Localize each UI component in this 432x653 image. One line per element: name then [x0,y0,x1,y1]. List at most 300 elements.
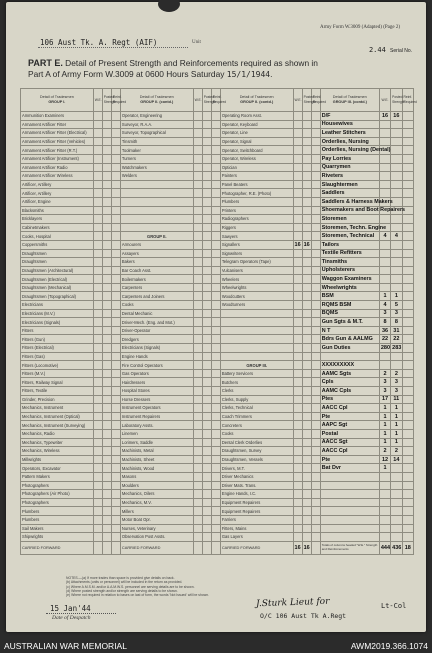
trade-cell [120,223,193,232]
carried-forward-row [21,541,414,554]
held-cell [302,378,311,387]
req-cell [211,292,220,301]
held-cell [302,447,311,456]
req-cell [311,421,320,430]
trade-cell: Armament Artificer Fitter [21,120,94,129]
we-cell: 36 [379,326,390,335]
trade-cell: Ammunition Examiners [21,112,94,121]
note-line: (e) Where not required in relation to bases on last of form, the words 'Not Issued' will be shown. [66,593,210,598]
req-cell [402,352,413,361]
held-cell [202,240,211,249]
we-cell [193,120,202,129]
req-cell [111,498,120,507]
held-cell [391,464,402,473]
req-cell [402,447,413,456]
held-cell [202,490,211,499]
req-cell [311,189,320,198]
req-cell [311,326,320,335]
we-cell: 1 [379,464,390,473]
we-cell [379,481,390,490]
req-cell [402,129,413,138]
trade-cell: Linemen [120,429,193,438]
held-cell [302,223,311,232]
title-suffix: . [270,68,273,79]
req-cell [311,180,320,189]
trade-cell: Gas Operators [120,369,193,378]
req-cell [402,421,413,430]
req-cell [311,507,320,516]
we-cell [293,369,302,378]
trade-cell: Artificer, Engine [21,197,94,206]
req-cell [111,309,120,318]
held-cell [391,163,402,172]
we-cell: 280 [380,344,391,351]
trade-cell [320,507,379,516]
trade-cell: Armament Artificer Fitter (Vehicles) [21,137,94,146]
we-cell [93,120,102,129]
trade-cell: Driver Mechanics [220,472,293,481]
req-cell [402,283,413,292]
held-cell [202,533,211,542]
trade-cell [220,326,293,335]
trade-cell: AAPC Sgt [320,421,379,430]
trade-cell: Storemen [320,215,379,224]
we-cell [93,412,102,421]
trade-cell: Plumbers [21,515,94,524]
trade-cell: Cooks [220,429,293,438]
req-cell [402,172,413,181]
trade-cell [120,189,193,198]
trade-cell: Gun Duties [320,344,379,353]
table-row [21,275,414,284]
header-trade-group1: Detail of Tradesmen GROUP I. [21,89,94,112]
req-cell [402,120,413,129]
we-cell [379,490,390,499]
we-cell: 1 [379,292,390,301]
header-req: Reinf. Required [402,89,413,112]
we-cell [193,387,202,396]
trade-cell: Fitters, Textile [21,387,94,396]
req-cell [311,412,320,421]
unit-underline [38,47,188,48]
trade-cell: Draughtsmen, Survey [220,447,293,456]
held-cell [391,180,402,189]
table-row [21,301,414,310]
form-reference [320,24,412,31]
held-cell [302,189,311,198]
trade-cell: Pay Lorries [320,154,379,163]
held-cell [202,309,211,318]
we-cell: 1 [379,438,390,447]
req-cell [111,464,120,473]
we-cell [93,429,102,438]
trade-cell: Tailors [320,240,379,249]
req-cell [311,369,320,378]
req-cell [211,180,220,189]
trade-cell: Bat Dvr [320,464,379,473]
held-cell: 1 [391,438,402,447]
req-cell [211,429,220,438]
held-cell: 5 [391,301,402,310]
trade-cell: Instrument Repairers [120,412,193,421]
trade-cell: Painters [220,172,293,181]
trade-cell: Fitters, Mains [220,524,293,533]
held-cell [202,120,211,129]
trade-cell: Mechanics, Typewriter [21,438,94,447]
form-notes [66,576,366,597]
req-cell [111,163,120,172]
we-cell [93,318,102,327]
req-cell [211,232,220,241]
req-cell [111,146,120,155]
held-cell [202,154,211,163]
trade-cell: Dental Clerk Orderlies [220,438,293,447]
table-row [21,395,414,404]
we-cell [379,154,390,163]
part-label: PART E. [28,58,63,68]
req-cell [111,481,120,490]
req-cell [402,309,413,318]
we-cell [293,464,302,473]
trade-cell: Draughtsmen (Architectural) [21,266,94,275]
we-cell [93,292,102,301]
we-cell [193,309,202,318]
we-cell [293,232,302,241]
trade-cell: AAMC Sgts [320,369,379,378]
req-cell [311,378,320,387]
we-cell [193,515,202,524]
held-cell: 16 [303,241,310,248]
held-cell [302,412,311,421]
trade-cell: Artificer, Artillery [21,180,94,189]
we-cell [93,223,102,232]
we-cell [293,309,302,318]
req-cell [111,266,120,275]
req-cell [311,344,320,353]
held-cell [391,515,402,524]
trade-cell: Mechanics, M.V. [120,498,193,507]
req-cell [211,361,220,370]
form-page [6,2,426,632]
we-cell [293,404,302,413]
req-cell [111,197,120,206]
we-cell [293,524,302,533]
req-cell [111,292,120,301]
held-cell [202,206,211,215]
trade-cell: BQMS [320,309,379,318]
held-cell [102,275,111,284]
held-cell [202,395,211,404]
req-cell [111,455,120,464]
we-cell: 8 [379,318,390,327]
we-cell [193,404,202,413]
held-cell [102,498,111,507]
req-cell [311,318,320,327]
trade-cell: Fitters, Railway Signal [21,378,94,387]
req-cell [111,404,120,413]
total-req: 18 [402,541,413,554]
req-cell [211,533,220,542]
we-cell [193,412,202,421]
trade-cell: Photographers [21,498,94,507]
held-cell [302,326,311,335]
req-cell [111,369,120,378]
req-cell [111,223,120,232]
note-line: (d) Where posted strength and/or strength are serving details to be shown. [66,588,178,593]
trade-cell: Turners [120,154,193,163]
held-cell [391,275,402,284]
trade-cell: Electricians (Signals) [120,344,193,353]
req-cell [311,404,320,413]
trade-cell: Riggers [220,223,293,232]
we-cell [193,146,202,155]
header-we: W.E. [379,89,390,112]
trade-cell: Machinists, Wood [120,464,193,473]
held-cell: 283 [392,344,402,351]
strength-table [20,88,417,555]
trade-cell: Printers [220,206,293,215]
carried-forward-label: CARRIED FORWARD [220,541,293,554]
req-cell [211,163,220,172]
req-cell [111,490,120,499]
trade-cell [120,206,193,215]
req-cell [402,301,413,310]
held-cell [102,292,111,301]
req-cell [311,490,320,499]
trade-cell: Masons [120,472,193,481]
req-cell [402,112,413,121]
we-cell: 1 [379,421,390,430]
table-row [21,404,414,413]
trade-cell: Farriers [220,515,293,524]
req-cell [111,318,120,327]
held-cell [102,344,111,353]
trade-cell [320,352,379,361]
we-cell [93,481,102,490]
req-cell [211,507,220,516]
header-trade-group2: Detail of Tradesmen GROUP II. (contd.) [120,89,193,112]
held-cell: 1 [391,429,402,438]
total-held: 436 [391,541,402,554]
carried-forward-value: 16 [302,541,311,554]
table-row [21,421,414,430]
table-row [21,292,414,301]
req-cell [402,189,413,198]
held-cell [302,481,311,490]
we-cell [293,438,302,447]
we-cell: 1 [379,429,390,438]
req-cell [402,438,413,447]
held-cell [102,490,111,499]
trade-cell: Upholsterers [320,266,379,275]
held-cell [102,240,111,249]
we-cell [379,533,390,542]
we-cell [93,472,102,481]
trade-cell [220,344,293,353]
trade-cell: Armament Artificer (Instrument) [21,154,94,163]
req-cell [311,266,320,275]
held-cell [302,515,311,524]
req-cell [211,498,220,507]
trade-cell [220,309,293,318]
trade-cell: Operator, Line [220,129,293,138]
trade-cell: Gun Sgts & M.T. [320,318,379,327]
held-cell [102,197,111,206]
trade-cell: Carpenters and Joiners [120,292,193,301]
signature: J.Sturk Lieut for [255,596,330,610]
held-cell [102,412,111,421]
we-cell [293,112,302,121]
we-cell [193,361,202,370]
held-cell [102,429,111,438]
carried-forward-label: CARRIED FORWARD [120,541,193,554]
held-cell [202,326,211,335]
table-row [21,154,414,163]
note-line: NOTES.—(a) If more trades than space is provided give details on back. [66,576,175,580]
trade-cell: Shoemakers and Boot Repairers [321,207,406,214]
we-cell [93,146,102,155]
trade-cell: Radiographers [220,215,293,224]
held-cell [102,524,111,533]
table-row [21,266,414,275]
trade-cell: Machinists, Sheet [120,455,193,464]
held-cell: 1 [391,292,402,301]
we-cell [293,249,302,258]
req-cell [311,472,320,481]
we-cell [379,120,390,129]
req-cell [402,292,413,301]
trade-cell: Dental Mechanic [120,309,193,318]
table-row [21,240,414,249]
req-cell [211,369,220,378]
req-cell [402,429,413,438]
req-cell [211,275,220,284]
table-row [21,515,414,524]
title-line-1: Detail of Present Strength and Reinforcements required as shown in [65,58,318,68]
req-cell [211,258,220,267]
table-row [21,163,414,172]
trade-cell: Hairdressers [120,378,193,387]
trade-cell: Wheelwrights [220,283,293,292]
trade-cell: Fitters (Locomotive) [21,361,94,370]
req-cell [402,455,413,464]
trade-cell: Welders [120,172,193,181]
trade-cell: Draughtsmen [21,249,94,258]
held-cell [202,378,211,387]
trade-cell: Mechanics, Oilers [120,490,193,499]
trade-cell: Blacksmiths [21,206,94,215]
we-cell [293,498,302,507]
we-cell [379,249,390,258]
held-cell: 3 [391,378,402,387]
trade-cell: Telegram Operators (Tape) [220,258,293,267]
table-row [21,412,414,421]
req-cell [311,120,320,129]
trade-cell: Plumbers [220,197,293,206]
req-cell [311,515,320,524]
trade-cell: Coach Trimmers [220,412,293,421]
req-cell [211,283,220,292]
we-cell [193,266,202,275]
we-cell [193,438,202,447]
we-cell [193,318,202,327]
table-row [21,335,414,344]
req-cell [402,275,413,284]
we-cell [293,344,302,353]
req-cell [311,146,320,155]
held-cell [202,283,211,292]
trade-cell: Battery Servicers [220,369,293,378]
req-cell [402,490,413,499]
req-cell [311,137,320,146]
we-cell [193,180,202,189]
held-cell [202,266,211,275]
trade-cell: Engine Hands [120,352,193,361]
held-cell [102,266,111,275]
table-row [21,387,414,396]
held-cell [302,120,311,129]
table-row [21,378,414,387]
we-cell [193,283,202,292]
trade-cell: Orderlies, Nursing [320,137,379,146]
held-cell: 14 [391,455,402,464]
we-cell [93,137,102,146]
we-cell [293,378,302,387]
req-cell [402,240,413,249]
held-cell [202,163,211,172]
held-cell [302,129,311,138]
we-cell [193,369,202,378]
held-cell [302,387,311,396]
trade-cell: Surveyor, R.A.A. [120,120,193,129]
req-cell [311,429,320,438]
trade-cell: Plumbers [21,507,94,516]
trade-cell: Laboratory Assts. [120,421,193,430]
trade-cell: Dredgers [120,335,193,344]
held-cell [102,249,111,258]
held-cell [391,507,402,516]
we-cell [193,154,202,163]
held-cell [202,387,211,396]
held-cell: 2 [391,447,402,456]
trade-cell: Storemen, Techn. Engine [321,224,387,231]
we-cell [293,387,302,396]
we-cell [193,533,202,542]
held-cell: 1 [391,421,402,430]
table-row [21,189,414,198]
we-cell [93,326,102,335]
we-cell [193,378,202,387]
req-cell [111,447,120,456]
req-cell [111,344,120,353]
trade-cell: Coppersmiths [21,240,94,249]
we-cell [93,404,102,413]
req-cell [111,232,120,241]
held-cell [391,361,402,370]
trade-cell: Signwriters [220,249,293,258]
trade-cell: Sail Makers [21,524,94,533]
we-cell [93,301,102,310]
we-cell [93,335,102,344]
we-cell [93,361,102,370]
trade-cell: Pte [320,455,379,464]
table-row [21,137,414,146]
held-cell [302,275,311,284]
we-cell [293,172,302,181]
req-cell [402,361,413,370]
we-cell [379,266,390,275]
trade-cell: Bar Coach Asst. [120,266,193,275]
